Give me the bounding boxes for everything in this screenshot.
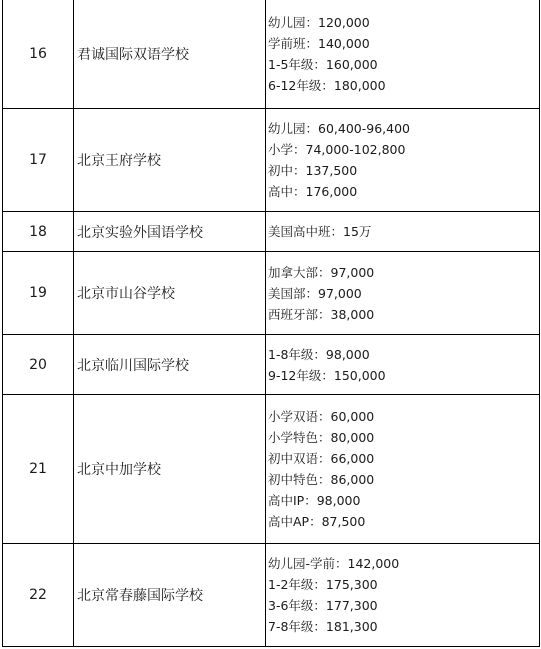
fee-list — [266, 109, 540, 212]
fee-list — [266, 212, 540, 252]
tuition-table-body — [3, 0, 540, 647]
fee-list — [266, 544, 540, 647]
fee-list — [266, 395, 540, 544]
fee-list — [266, 252, 540, 335]
fee-item: 1-8年级：98,000 — [268, 346, 370, 362]
row-number: 19 — [3, 252, 74, 335]
table-row — [3, 335, 540, 395]
table-row — [3, 544, 540, 647]
school-name: 北京实验外国语学校 — [74, 212, 266, 252]
fee-item: 6-12年级：180,000 — [268, 77, 386, 93]
fee-item: 高中IP：98,000 — [268, 493, 361, 508]
school-name: 北京临川国际学校 — [74, 335, 266, 395]
fee-item: 美国高中班：15万 — [268, 224, 372, 239]
fee-item: 3-6年级：177,300 — [268, 598, 378, 613]
row-number: 17 — [3, 109, 74, 212]
fee-item: 幼儿园：120,000 — [268, 14, 370, 30]
fee-item: 西班牙部：38,000 — [268, 306, 375, 322]
table-row — [3, 212, 540, 252]
fee-list — [266, 335, 540, 395]
fee-item: 1-5年级：160,000 — [268, 56, 378, 72]
fee-item: 7-8年级：181,300 — [268, 619, 378, 634]
row-number: 16 — [3, 0, 74, 109]
fee-item: 美国部：97,000 — [268, 285, 362, 301]
fee-item: 小学特色：80,000 — [268, 430, 375, 445]
school-name: 北京中加学校 — [74, 395, 266, 544]
fee-list — [266, 0, 540, 109]
row-number: 20 — [3, 335, 74, 395]
fee-item: 小学：74,000-102,800 — [268, 142, 406, 157]
table-row — [3, 252, 540, 335]
school-name: 君诚国际双语学校 — [74, 0, 266, 109]
fee-item: 9-12年级：150,000 — [268, 367, 386, 383]
fee-item: 高中：176,000 — [268, 184, 358, 199]
fee-item: 幼儿园：60,400-96,400 — [268, 121, 410, 136]
fee-item: 幼儿园-学前：142,000 — [268, 556, 400, 571]
fee-item: 初中：137,500 — [268, 163, 358, 178]
fee-item: 加拿大部：97,000 — [268, 264, 375, 280]
table-row — [3, 0, 540, 109]
fee-item: 高中AP：87,500 — [268, 514, 366, 529]
table-row — [3, 109, 540, 212]
school-name: 北京市山谷学校 — [74, 252, 266, 335]
fee-item: 初中特色：86,000 — [268, 472, 375, 487]
row-number: 22 — [3, 544, 74, 647]
row-number: 21 — [3, 395, 74, 544]
fee-item: 1-2年级：175,300 — [268, 577, 378, 592]
table-row — [3, 395, 540, 544]
fee-item: 小学双语：60,000 — [268, 409, 375, 424]
fee-item: 学前班：140,000 — [268, 35, 370, 51]
school-name: 北京常春藤国际学校 — [74, 544, 266, 647]
row-number: 18 — [3, 212, 74, 252]
fee-item: 初中双语：66,000 — [268, 451, 375, 466]
tuition-table — [2, 0, 540, 647]
school-name: 北京王府学校 — [74, 109, 266, 212]
